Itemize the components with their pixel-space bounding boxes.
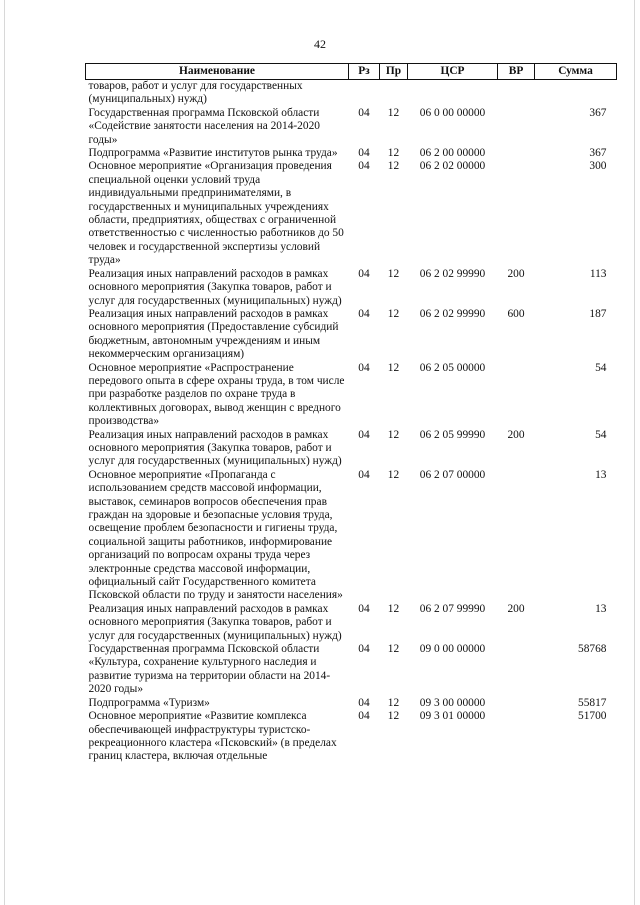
header-sum: Сумма [535,64,617,80]
left-scan-edge [4,0,5,905]
row-name: товаров, работ и услуг для государственных (муниципальных) нужд) [88,80,303,106]
row-pr: 12 [387,710,400,723]
row-sum: 113 [589,267,607,280]
row-rz: 04 [358,160,370,173]
header-rz: Рз [349,64,380,80]
table-body [86,80,617,764]
budget-table [85,63,617,764]
row-vr [498,80,535,107]
row-csr: 06 2 05 00000 [419,361,486,374]
row-csr: 06 2 07 99990 [419,602,486,615]
row-name: Основное мероприятие «Развитие комплекса обеспечивающей инфраструктуры туристско-рекреационного кластера «Псковский» (в пределах границ кластера, включая отдельные [88,710,337,763]
row-vr [498,362,535,429]
row-name: Реализация иных направлений расходов в рамках основного мероприятия (Закупка товаров, работ и услуг для государственных (муниципальных) нужд) [88,602,342,642]
header-vr: ВР [498,64,535,80]
row-pr: 12 [387,468,400,481]
row-name: Реализация иных направлений расходов в рамках основного мероприятия (Закупка товаров, работ и услуг для государственных (муниципальных) нужд) [88,428,342,468]
row-rz: 04 [358,361,370,374]
row-sum: 51700 [578,710,607,723]
row-pr: 12 [387,267,400,280]
row-vr: 200 [507,602,525,615]
row-rz: 04 [358,106,370,119]
row-csr: 06 2 02 99990 [419,307,486,320]
row-vr: 200 [507,267,525,280]
table-row [86,107,617,147]
row-csr: 06 0 00 00000 [419,106,486,119]
row-rz: 04 [358,710,370,723]
row-pr: 12 [387,428,400,441]
table-row [86,362,617,429]
row-pr: 12 [387,147,400,160]
table-row [86,643,617,697]
row-sum: 367 [589,147,607,160]
row-vr [498,160,535,267]
row-sum: 54 [595,428,607,441]
row-pr: 12 [387,106,400,119]
row-sum: 13 [595,468,607,481]
row-rz: 04 [358,602,370,615]
table-row [86,268,617,308]
table-row [86,429,617,469]
row-pr [380,80,408,107]
row-pr: 12 [387,696,400,709]
row-csr: 06 2 00 00000 [419,147,486,160]
row-csr: 09 3 01 00000 [419,710,486,723]
row-pr: 12 [387,307,400,320]
row-vr: 600 [507,307,525,320]
row-name: Государственная программа Псковской области «Содействие занятости населения на 2014-2020 годы» [88,106,320,146]
row-vr [498,107,535,147]
row-pr: 12 [387,160,400,173]
row-pr: 12 [387,602,400,615]
row-rz: 04 [358,307,370,320]
table-row [86,160,617,267]
row-csr: 09 3 00 00000 [419,696,486,709]
row-vr: 200 [507,428,525,441]
table-row [86,697,617,710]
row-vr [498,147,535,160]
row-pr: 12 [387,643,400,656]
row-rz: 04 [358,643,370,656]
row-sum: 58768 [578,643,607,656]
row-sum: 187 [589,307,607,320]
row-sum [535,80,617,107]
table-row [86,469,617,603]
row-csr: 06 2 07 00000 [419,468,486,481]
table-row [86,308,617,362]
row-name: Основное мероприятие «Организация проведения специальной оценки условий труда индивидуальными предпринимателями, в государственных и муниципальных учреждениях области, предприятиях, обществах с ограниченной ответственностью с численностью работников до 50 человек и государственной экспертизы условий труда» [88,160,344,267]
row-name: Основное мероприятие «Пропаганда с использованием средств массовой информации, выставок, семинаров вопросов обеспечения прав граждан на здоровые и безопасные условия труда, освещение проблем безопасности и гигиены труда, социальной защиты работников, информирование организаций по вопросам охраны труда через электронные средства массовой информации, официальный сайт Государственного комитета Псковской области по труду и занятости населения» [88,468,343,602]
table-row [86,80,617,107]
row-vr [498,710,535,764]
row-rz: 04 [358,468,370,481]
right-scan-edge [634,0,635,905]
header-csr: ЦСР [408,64,498,80]
row-vr [498,643,535,697]
row-csr [408,80,498,107]
row-sum: 55817 [578,696,607,709]
row-csr: 06 2 02 99990 [419,267,486,280]
page-number: 42 [314,37,326,51]
table-row [86,603,617,643]
row-sum: 367 [589,106,607,119]
row-pr: 12 [387,361,400,374]
row-name: Реализация иных направлений расходов в рамках основного мероприятия (Предоставление субсидий бюджетным, автономным учреждениям и иным некоммерческим организациям) [88,307,339,361]
table-header-row [86,64,617,80]
row-rz: 04 [358,267,370,280]
row-rz [349,80,380,107]
row-rz: 04 [358,147,370,160]
row-rz: 04 [358,696,370,709]
table-row [86,710,617,764]
row-name: Реализация иных направлений расходов в рамках основного мероприятия (Закупка товаров, работ и услуг для государственных (муниципальных) нужд) [88,267,342,307]
row-csr: 06 2 02 00000 [419,160,486,173]
row-name: Основное мероприятие «Распространение передового опыта в сфере охраны труда, в том числе при разработке разделов по охране труда в коллективных договорах, вывод женщин с вредного производства» [88,361,345,428]
row-csr: 06 2 05 99990 [419,428,486,441]
row-sum: 300 [589,160,607,173]
row-vr [498,469,535,603]
row-name: Подпрограмма «Туризм» [88,696,210,709]
row-vr [498,697,535,710]
row-csr: 09 0 00 00000 [419,643,486,656]
header-pr: Пр [380,64,408,80]
row-sum: 54 [595,361,607,374]
row-sum: 13 [595,602,607,615]
row-name: Государственная программа Псковской области «Культура, сохранение культурного наследия и развитие туризма на территории области на 2014-2020 годы» [88,643,331,696]
row-rz: 04 [358,428,370,441]
header-name: Наименование [86,64,349,80]
row-name: Подпрограмма «Развитие институтов рынка труда» [88,147,338,160]
table-row [86,147,617,160]
